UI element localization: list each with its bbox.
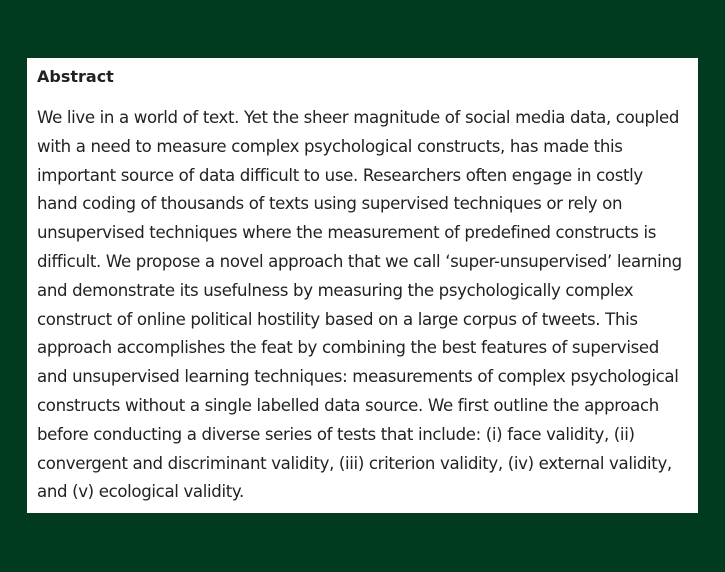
abstract-card bbox=[27, 58, 698, 513]
abstract-heading: Abstract bbox=[37, 67, 114, 86]
abstract-text: We live in a world of text. Yet the sheer magnitude of social media data, coupled with a need to measure complex psychological constructs, has made this important source of data difficult to use. Researchers often engage in costly hand coding of thousands of texts using supervised techniques or rely on unsupervised techniques where the measurement of predefined constructs is difficult. We propose a novel approach that we call ‘super-unsupervised’ learning and demonstrate its usefulness by measuring the psychologically complex construct of online political hostility based on a large corpus of tweets. This approach accomplishes the feat by combining the best features of supervised and unsupervised learning techniques: measurements of complex psychological constructs without a single labelled data source. We first outline the approach before conducting a diverse series of tests that include: (i) face validity, (ii) convergent and discriminant validity, (iii) criterion validity, (iv) external validity, and (v) ecological validity. bbox=[37, 108, 682, 502]
